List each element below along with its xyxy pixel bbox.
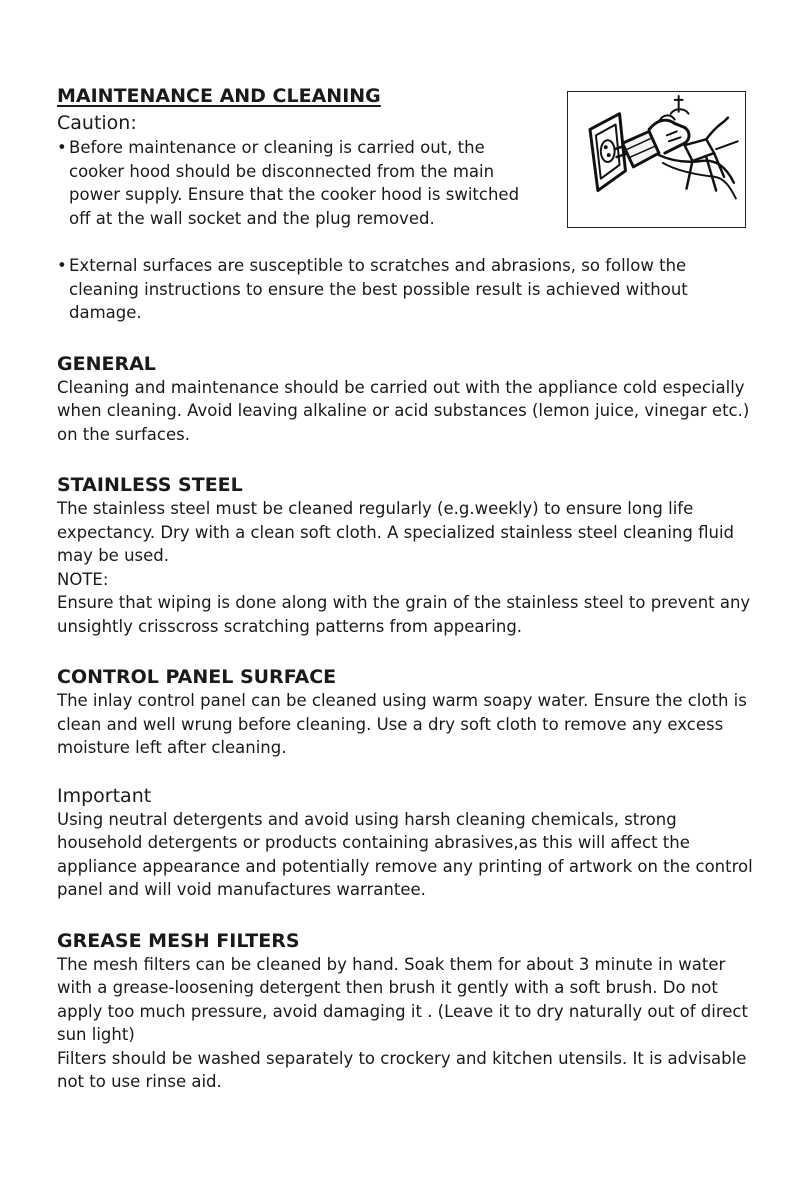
caution-bullet-2 <box>57 254 747 325</box>
section-control-panel <box>57 665 757 902</box>
section-stainless-steel <box>57 473 757 638</box>
caution-bullet-text: External surfaces are susceptible to scratches and abrasions, so follow the cleaning instructions to ensure the best possible result is achieved without damage. <box>69 256 688 322</box>
caution-bullet-1 <box>57 136 537 230</box>
section-text: The stainless steel must be cleaned regularly (e.g.weekly) to ensure long life expectancy. Dry with a clean soft cloth. A specialized stainless steel cleaning fluid may be used. <box>57 499 735 565</box>
note-text: Ensure that wiping is done along with the grain of the stainless steel to prevent any unsightly crisscross scratching patterns from appearing. <box>57 593 751 636</box>
important-text: Using neutral detergents and avoid using harsh cleaning chemicals, strong household detergents or products containing abrasives,as this will affect the appliance appearance and potentially remove any printing of artwork on the control panel and will void manufactures warrantee. <box>57 809 753 899</box>
important-label: Important <box>57 784 152 807</box>
page-content <box>57 84 757 1094</box>
unplug-from-socket-icon <box>567 91 746 228</box>
section-heading: CONTROL PANEL SURFACE <box>57 666 337 688</box>
section-text-2: Filters should be washed separately to crockery and kitchen utensils. It is advisable not to use rinse aid. <box>57 1048 747 1091</box>
section-heading: GREASE MESH FILTERS <box>57 929 300 952</box>
bullet-marker: • <box>57 256 67 275</box>
note-label: NOTE: <box>57 569 109 589</box>
page-title: MAINTENANCE AND CLEANING <box>57 85 381 107</box>
caution-label: Caution: <box>57 112 137 134</box>
section-heading: STAINLESS STEEL <box>57 474 243 496</box>
section-text: The mesh filters can be cleaned by hand. Soak them for about 3 minute in water with a grease-loosening detergent then brush it gently with a soft brush. Do not apply too much pressure, avoid damaging it . (Leave it to dry naturally out of direct sun light) <box>57 954 748 1044</box>
caution-bullet-text: Before maintenance or cleaning is carried out, the cooker hood should be disconnected from the main power supply. Ensure that the cooker hood is switched off at the wall socket and the plug removed. <box>69 138 520 228</box>
section-grease-filters <box>57 929 757 1094</box>
bullet-marker: • <box>57 138 67 157</box>
section-text: The inlay control panel can be cleaned using warm soapy water. Ensure the cloth is clean and well wrung before cleaning. Use a dry soft cloth to remove any excess moisture left after cleaning. <box>57 691 747 757</box>
section-text: Cleaning and maintenance should be carried out with the appliance cold especially when cleaning. Avoid leaving alkaline or acid substances (lemon juice, vinegar etc.) on the surfaces. <box>57 377 750 444</box>
section-general <box>57 352 757 447</box>
section-heading: GENERAL <box>57 352 156 375</box>
